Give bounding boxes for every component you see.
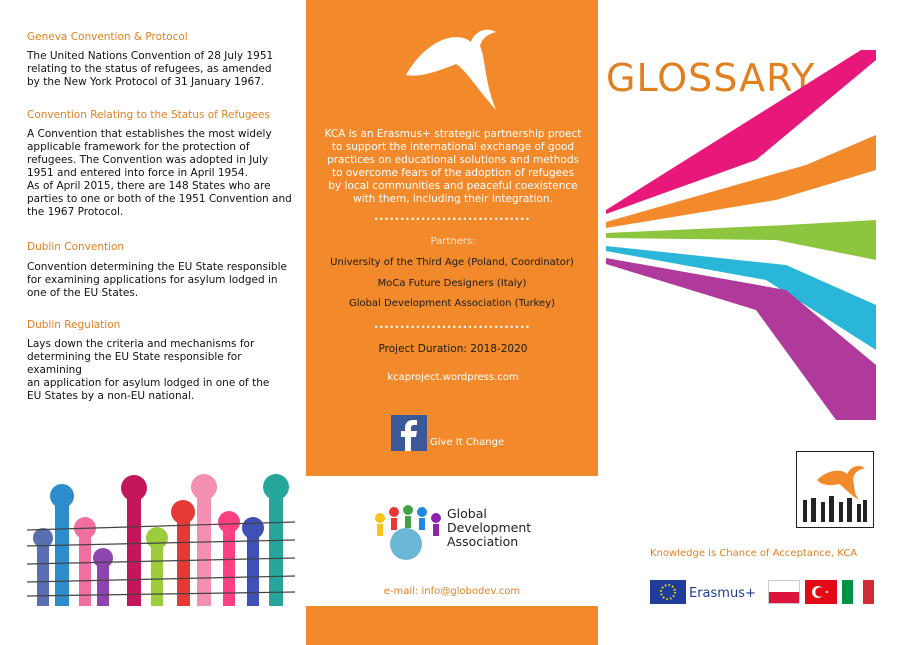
- partner-item: Global Development Association (Turkey): [348, 298, 556, 309]
- hand-7-icon: [171, 500, 195, 606]
- hand-9-icon: [218, 511, 240, 606]
- turkey-flag-icon: [805, 580, 837, 604]
- project-duration: Project Duration: 2018-2020: [378, 343, 528, 355]
- raised-hands-illustration: [27, 472, 295, 606]
- kca-logo: [796, 451, 874, 528]
- hand-8-icon: [191, 474, 217, 606]
- partners-label: Partners:: [430, 236, 476, 247]
- poland-flag-icon: [768, 580, 800, 604]
- project-description: KCA is an Erasmus+ strategic partnership proect to support the international exchange of good practices on educational solutions and methods to overcome fears of the adoption of refugees by local communities and peaceful coexistence with them, including their integration.: [324, 128, 582, 205]
- section-title-geneva: Geneva Convention & Protocol: [27, 31, 188, 43]
- glossary-title: GLOSSARY: [606, 56, 816, 100]
- section-title-convention-status: Convention Relating to the Status of Refugees: [27, 109, 270, 121]
- facebook-label[interactable]: Give It Change: [430, 437, 505, 448]
- section-body-convention-status: A Convention that establishes the most widely applicable framework for the protection of refugees. The Convention was adopted in July 1951 and entered into force in April 1954. As of April 2015, there are 148 States who are parties to one or both of the 1951 Convention and the 1967 Protocol.: [27, 128, 292, 218]
- gda-logo-icon: [366, 504, 444, 564]
- section-body-dublin-regulation: Lays down the criteria and mechanisms for determining the EU State responsible for examining an application for asylum lodged in one of the EU States by a non-EU national.: [27, 338, 270, 402]
- right-panel: [598, 0, 900, 645]
- section-title-dublin-convention: Dublin Convention: [27, 241, 125, 253]
- kca-tagline: Knowledge is Chance of Acceptance, KCA: [650, 548, 858, 559]
- facebook-icon[interactable]: [391, 415, 427, 451]
- swallow-bird-icon: [396, 20, 506, 115]
- email-link[interactable]: e-mail: info@globodev.com: [383, 586, 521, 597]
- italy-flag-icon: [842, 580, 874, 604]
- website-link[interactable]: kcaproject.wordpress.com: [387, 372, 519, 383]
- color-rays-graphic: [606, 50, 876, 420]
- erasmus-label: Erasmus+: [689, 586, 756, 601]
- hand-3-icon: [74, 517, 96, 606]
- hand-5-icon: [121, 475, 147, 606]
- partner-item: MoCa Future Designers (Italy): [377, 278, 527, 289]
- hand-4-icon: [93, 548, 113, 606]
- dotted-divider: ••••••••••••••••••••••••••••••: [373, 215, 531, 224]
- hand-1-icon: [33, 528, 53, 606]
- gda-name: Global Development Association: [447, 506, 532, 549]
- section-title-dublin-regulation: Dublin Regulation: [27, 319, 121, 331]
- association-block: [306, 476, 598, 606]
- middle-panel: [306, 0, 598, 645]
- partner-item: University of the Third Age (Poland, Coordinator): [330, 257, 574, 268]
- dotted-divider: ••••••••••••••••••••••••••••••: [373, 323, 531, 332]
- eu-flag-icon: [650, 580, 686, 604]
- section-body-dublin-convention: Convention determining the EU State responsible for examining applications for asylum lodged in one of the EU States.: [27, 261, 287, 299]
- section-body-geneva: The United Nations Convention of 28 July 1951 relating to the status of refugees, as amended by the New York Protocol of 31 January 1967.: [27, 50, 274, 88]
- left-panel: [0, 0, 303, 645]
